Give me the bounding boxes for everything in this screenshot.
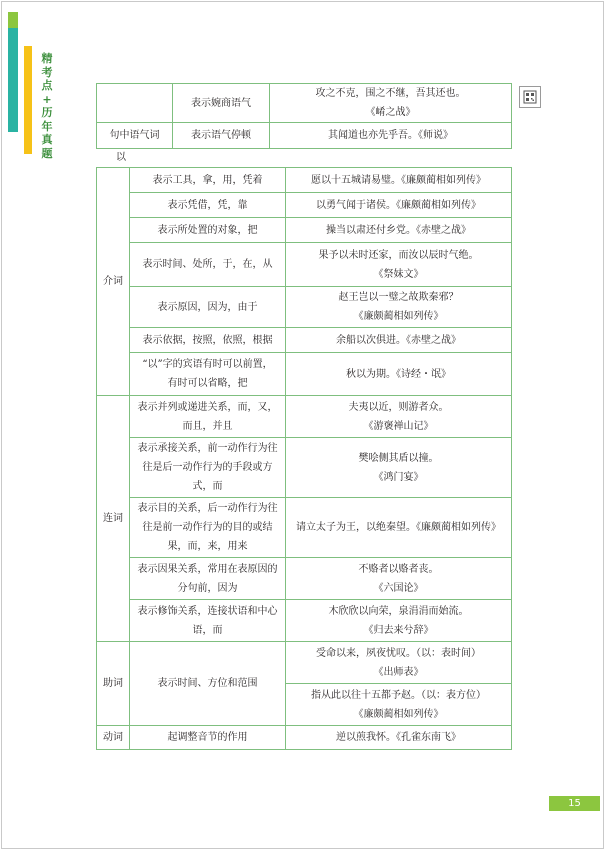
example-line: 秋以为期。《诗经・氓》	[346, 368, 451, 380]
example-cell	[286, 328, 512, 353]
example-line: 夫夷以近，则游者众。	[348, 401, 449, 413]
example-cell	[286, 684, 512, 726]
example-source: 《祭妹文》	[373, 268, 424, 280]
example-source: 《崤之战》	[365, 107, 416, 118]
table-row	[97, 438, 512, 498]
example-line: 果予以未时还家，而汝以辰时气绝。	[318, 249, 479, 261]
usage-line: 表示并列或递进关系，而，又，	[137, 401, 278, 413]
table-row	[97, 243, 512, 287]
example-cell	[270, 84, 512, 123]
example-source: 《鸿门宴》	[373, 471, 424, 483]
usage-line: 表示时间、方位和范围	[157, 678, 258, 689]
usage-cell	[130, 243, 286, 287]
page-number: 15	[549, 796, 600, 811]
example-cell	[286, 498, 512, 558]
usage-line: 往是前一动作行为的目的或结	[142, 522, 273, 533]
example-line: 受命以来，夙夜忧叹。（以：表时间）	[316, 647, 481, 659]
example-source: 《出师表》	[373, 666, 424, 678]
example-line: 余船以次俱进。《赤壁之战》	[336, 334, 461, 346]
usage-line: 表示凭借，凭，靠	[167, 199, 248, 211]
table-row	[97, 328, 512, 353]
example-cell	[286, 193, 512, 218]
category-cell: 助词	[97, 642, 130, 726]
usage-cell	[130, 600, 286, 642]
usage-line: 表示承接关系，前一动作行为往	[137, 443, 278, 454]
qr-code-icon[interactable]	[519, 86, 541, 108]
example-line: 指从此以往十五都予赵。（以：表方位）	[311, 689, 486, 701]
example-line: 攻之不克，围之不继，吾其还也。	[315, 88, 466, 99]
example-source: 《廉颇蔺相如列传》	[353, 311, 444, 322]
example-cell	[286, 642, 512, 684]
example-source: 《廉颇蔺相如列传》	[353, 708, 444, 720]
category-cell: 介词	[97, 168, 130, 396]
example-line: 不赂者以赂者丧。	[358, 563, 439, 575]
usage-line: “以”字的宾语有时可以前置，	[142, 359, 273, 370]
example-cell	[286, 243, 512, 287]
usage-cell	[130, 193, 286, 218]
usage-line: 表示目的关系，后一动作行为往	[137, 503, 278, 514]
category-cell	[97, 84, 173, 123]
example-source: 《归去来兮辞》	[363, 624, 434, 636]
example-cell	[286, 218, 512, 243]
usage-cell	[130, 328, 286, 353]
table-row	[97, 642, 512, 684]
table-row	[97, 168, 512, 193]
usage-cell	[130, 168, 286, 193]
usage-line: 起调整音节的作用	[167, 732, 248, 743]
example-line: 操当以肃还付乡党。《赤壁之战》	[326, 224, 471, 236]
example-cell	[286, 168, 512, 193]
example-cell	[286, 438, 512, 498]
example-line: 樊哙侧其盾以撞。	[358, 452, 439, 464]
example-cell	[286, 353, 512, 396]
example-cell	[286, 396, 512, 438]
usage-cell	[130, 287, 286, 328]
usage-cell: 表示婉商语气	[173, 84, 270, 123]
usage-cell	[130, 218, 286, 243]
usage-line: 往是后一动作行为的手段或方	[142, 462, 273, 473]
example-line: 请立太子为王，以绝秦望。《廉颇蔺相如列传》	[296, 522, 501, 533]
table-row	[97, 218, 512, 243]
category-cell: 句中语气词	[97, 123, 173, 149]
side-section-label: 精 考 点 + 历 年 真 题	[41, 52, 53, 160]
usage-line: 表示所处置的对象，把	[157, 224, 258, 236]
usage-line: 表示依据，按照，依照，根据	[142, 334, 273, 346]
example-cell	[286, 287, 512, 328]
example-cell	[286, 558, 512, 600]
usage-line: 式，而	[192, 481, 223, 492]
usage-cell: 表示语气停顿	[173, 123, 270, 149]
table-row	[97, 123, 512, 149]
example-line: 逆以煎我怀。《孔雀东南飞》	[336, 732, 461, 743]
example-source: 《游褒禅山记》	[363, 420, 434, 432]
usage-cell	[130, 558, 286, 600]
teal-accent-bar	[8, 28, 18, 132]
section-heading-char: 以	[116, 152, 126, 163]
example-source: 《六国论》	[373, 582, 424, 594]
usage-cell	[130, 396, 286, 438]
usage-line: 语，而	[192, 624, 223, 636]
category-cell: 动词	[97, 726, 130, 750]
example-cell	[286, 726, 512, 750]
usage-line: 表示工具，拿，用，凭着	[152, 174, 263, 186]
top-table	[96, 83, 512, 149]
table-row	[97, 558, 512, 600]
table-row	[97, 193, 512, 218]
usage-line: 表示修饰关系，连接状语和中心	[137, 605, 278, 617]
usage-cell	[130, 726, 286, 750]
example-cell: 其闻道也亦先乎吾。《师说》	[270, 123, 512, 149]
usage-line: 分句前，因为	[177, 582, 238, 594]
table-row	[97, 84, 512, 123]
table-row	[97, 353, 512, 396]
table-row	[97, 600, 512, 642]
table-row	[97, 396, 512, 438]
yellow-accent-bar	[24, 46, 32, 154]
usage-line: 表示原因，因为，由于	[157, 301, 258, 313]
example-line: 木欣欣以向荣，泉涓涓而始流。	[328, 605, 469, 617]
example-line: 赵王岂以一璧之故欺秦邪？	[338, 292, 459, 303]
usage-line: 表示因果关系，常用在表原因的	[137, 563, 278, 575]
example-cell	[286, 600, 512, 642]
usage-cell	[130, 353, 286, 396]
example-line: 愿以十五城请易璧。《廉颇蔺相如列传》	[311, 174, 486, 186]
table-row	[97, 498, 512, 558]
table-row	[97, 726, 512, 750]
usage-cell	[130, 438, 286, 498]
example-line: 以勇气闻于诸侯。《廉颇蔺相如列传》	[316, 199, 481, 211]
category-cell: 连词	[97, 396, 130, 642]
usage-line: 果，而，来，用来	[167, 541, 248, 552]
usage-line: 而且，并且	[182, 420, 233, 432]
usage-cell	[130, 498, 286, 558]
usage-line: 表示时间、处所，于，在，从	[142, 259, 273, 270]
table-row	[97, 287, 512, 328]
usage-line: 有时可以省略，把	[167, 378, 248, 389]
usage-cell	[130, 642, 286, 726]
yi-usage-table	[96, 167, 512, 750]
